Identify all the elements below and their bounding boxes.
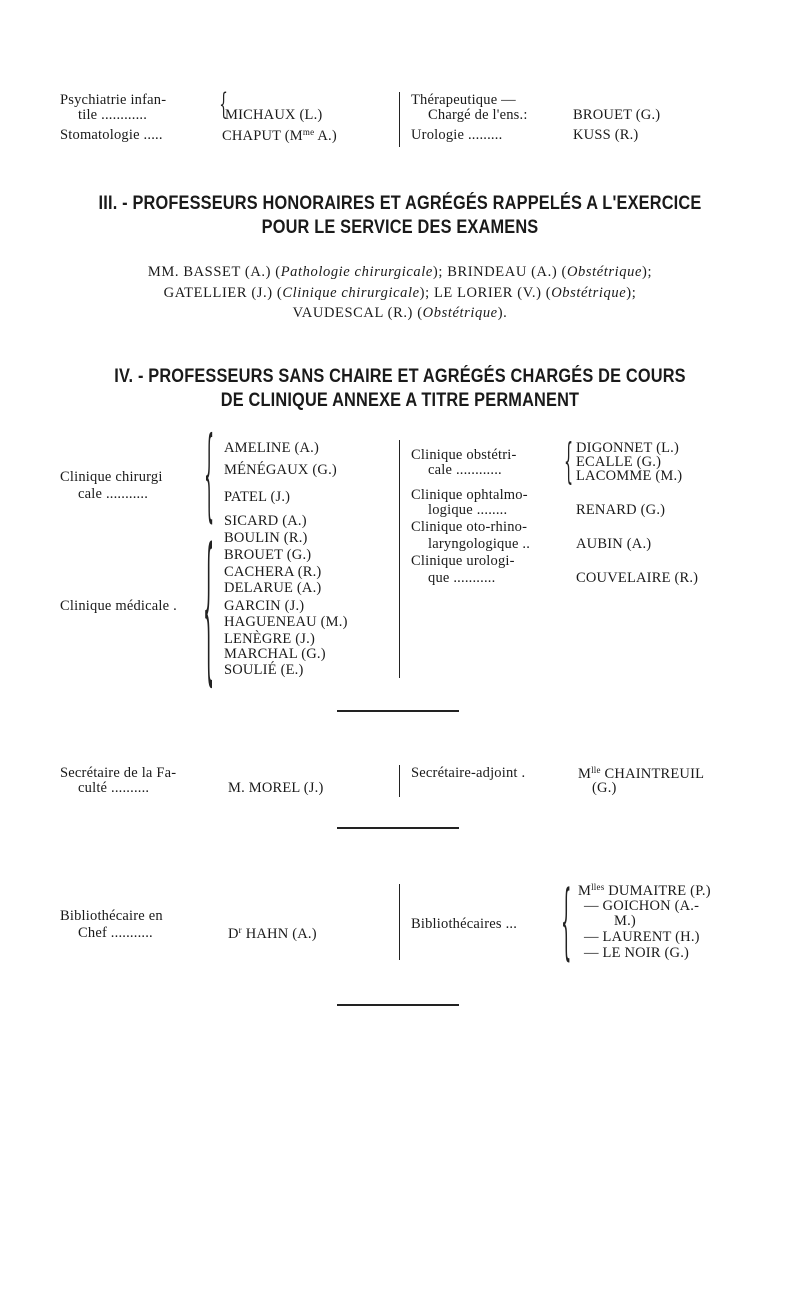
- brace-icon: {: [219, 87, 228, 122]
- therapeutique-name: BROUET (G.): [573, 107, 661, 123]
- section-iii-line3: VAUDESCAL (R.) (Obstétrique).: [292, 305, 508, 321]
- urologie-label: Urologie .........: [411, 127, 503, 143]
- urologique-label: Clinique urologi-: [411, 553, 515, 569]
- secretaire-adjoint-label: Secrétaire-adjoint .: [411, 765, 526, 781]
- medicale-label: Clinique médicale .: [60, 598, 177, 614]
- bibliothecaire-chef-label-cont: Chef ...........: [78, 925, 153, 941]
- urologique-label-cont: que ...........: [428, 570, 496, 586]
- brace-icon: {: [204, 415, 215, 532]
- bibliothecaire-name-2-cont: M.): [614, 913, 636, 929]
- chirurgicale-label-cont: cale ...........: [78, 486, 149, 502]
- section-iv-heading: IV. - PROFESSEURS SANS CHAIRE ET AGRÉGÉS CHARGÉS DE COURS: [114, 366, 686, 387]
- ophtalmologique-label-cont: logique ........: [428, 502, 508, 518]
- medicale-name-5: GARCIN (J.): [224, 598, 305, 614]
- column-divider: [399, 765, 400, 797]
- bibliothecaire-name-3: — LAURENT (H.): [584, 929, 700, 945]
- ophtalmologique-name: RENARD (G.): [576, 502, 666, 518]
- therapeutique-label: Thérapeutique —: [411, 92, 516, 108]
- orl-label-cont: laryngologique ..: [428, 536, 531, 552]
- psychiatrie-label-cont: tile ............: [78, 107, 148, 123]
- bibliothecaire-chef-label: Bibliothécaire en: [60, 908, 163, 924]
- therapeutique-label-cont: Chargé de l'ens.:: [428, 107, 528, 123]
- medicale-name-4: DELARUE (A.): [224, 580, 322, 596]
- secretaire-label-cont: culté ..........: [78, 780, 150, 796]
- obstetricale-name-2: ECALLE (G.): [576, 454, 662, 470]
- brace-icon: {: [203, 513, 215, 700]
- section-iii-line1: MM. BASSET (A.) (Pathologie chirurgicale); BRINDEAU (A.) (Obstétrique);: [147, 264, 653, 280]
- separator-rule: [337, 710, 459, 712]
- chirurgicale-name-1: AMELINE (A.): [224, 440, 320, 456]
- section-iii-heading-line2: POUR LE SERVICE DES EXAMENS: [261, 217, 539, 238]
- medicale-name-2: BROUET (G.): [224, 547, 312, 563]
- column-divider: [399, 92, 400, 147]
- medicale-name-3: CACHERA (R.): [224, 564, 322, 580]
- secretaire-adjoint-name-cont: (G.): [592, 780, 617, 796]
- medicale-name-8: MARCHAL (G.): [224, 646, 326, 662]
- secretaire-adjoint-name: $M^{lle}$ CHAINTREUIL: [578, 765, 705, 782]
- separator-rule: [337, 827, 459, 829]
- psychiatrie-label: Psychiatrie infan-: [60, 92, 167, 108]
- chirurgicale-label: Clinique chirurgi: [60, 469, 163, 485]
- secretaire-name: M. MOREL (J.): [228, 780, 324, 796]
- medicale-name-1: BOULIN (R.): [224, 530, 308, 546]
- brace-icon: {: [564, 433, 574, 489]
- chirurgicale-name-4: SICARD (A.): [224, 513, 307, 529]
- chirurgicale-name-3: PATEL (J.): [224, 489, 291, 505]
- obstetricale-label: Clinique obstétri-: [411, 447, 517, 463]
- medicale-name-7: LENÈGRE (J.): [224, 631, 315, 647]
- bibliothecaire-name-1: $M^{lles}$ DUMAITRE (P.): [578, 882, 711, 899]
- section-iv-heading-line2: DE CLINIQUE ANNEXE A TITRE PERMANENT: [220, 390, 580, 411]
- medicale-name-9: SOULIÉ (E.): [224, 662, 304, 678]
- orl-label: Clinique oto-rhino-: [411, 519, 528, 535]
- bibliothecaire-name-4: — LE NOIR (G.): [584, 945, 690, 961]
- stomatologie-name: CHAPUT ($M^{me}$ A.): [222, 127, 337, 144]
- ophtalmologique-label: Clinique ophtalmo-: [411, 487, 528, 503]
- column-divider: [399, 884, 400, 960]
- obstetricale-name-3: LACOMME (M.): [576, 468, 683, 484]
- brace-icon: {: [561, 874, 572, 969]
- bibliothecaires-label: Bibliothécaires ...: [411, 916, 518, 932]
- chirurgicale-name-2: MÉNÉGAUX (G.): [224, 462, 337, 478]
- urologique-name: COUVELAIRE (R.): [576, 570, 699, 586]
- orl-name: AUBIN (A.): [576, 536, 652, 552]
- bibliothecaire-name-2: — GOICHON (A.-: [584, 898, 700, 914]
- secretaire-label: Secrétaire de la Fa-: [60, 765, 177, 781]
- section-iii-heading: III. - PROFESSEURS HONORAIRES ET AGRÉGÉS RAPPELÉS A L'EXERCICE: [98, 193, 702, 214]
- obstetricale-label-cont: cale ............: [428, 462, 502, 478]
- bibliothecaire-chef-name: $D^r$ HAHN (A.): [228, 925, 317, 942]
- column-divider: [399, 440, 400, 678]
- medicale-name-6: HAGUENEAU (M.): [224, 614, 348, 630]
- urologie-name: KUSS (R.): [573, 127, 639, 143]
- stomatologie-label: Stomatologie .....: [60, 127, 163, 143]
- obstetricale-name-1: DIGONNET (L.): [576, 440, 680, 456]
- section-iii-line2: GATELLIER (J.) (Clinique chirurgicale); LE LORIER (V.) (Obstétrique);: [163, 285, 637, 301]
- psychiatrie-name: MICHAUX (L.): [225, 107, 323, 123]
- separator-rule: [337, 1004, 459, 1006]
